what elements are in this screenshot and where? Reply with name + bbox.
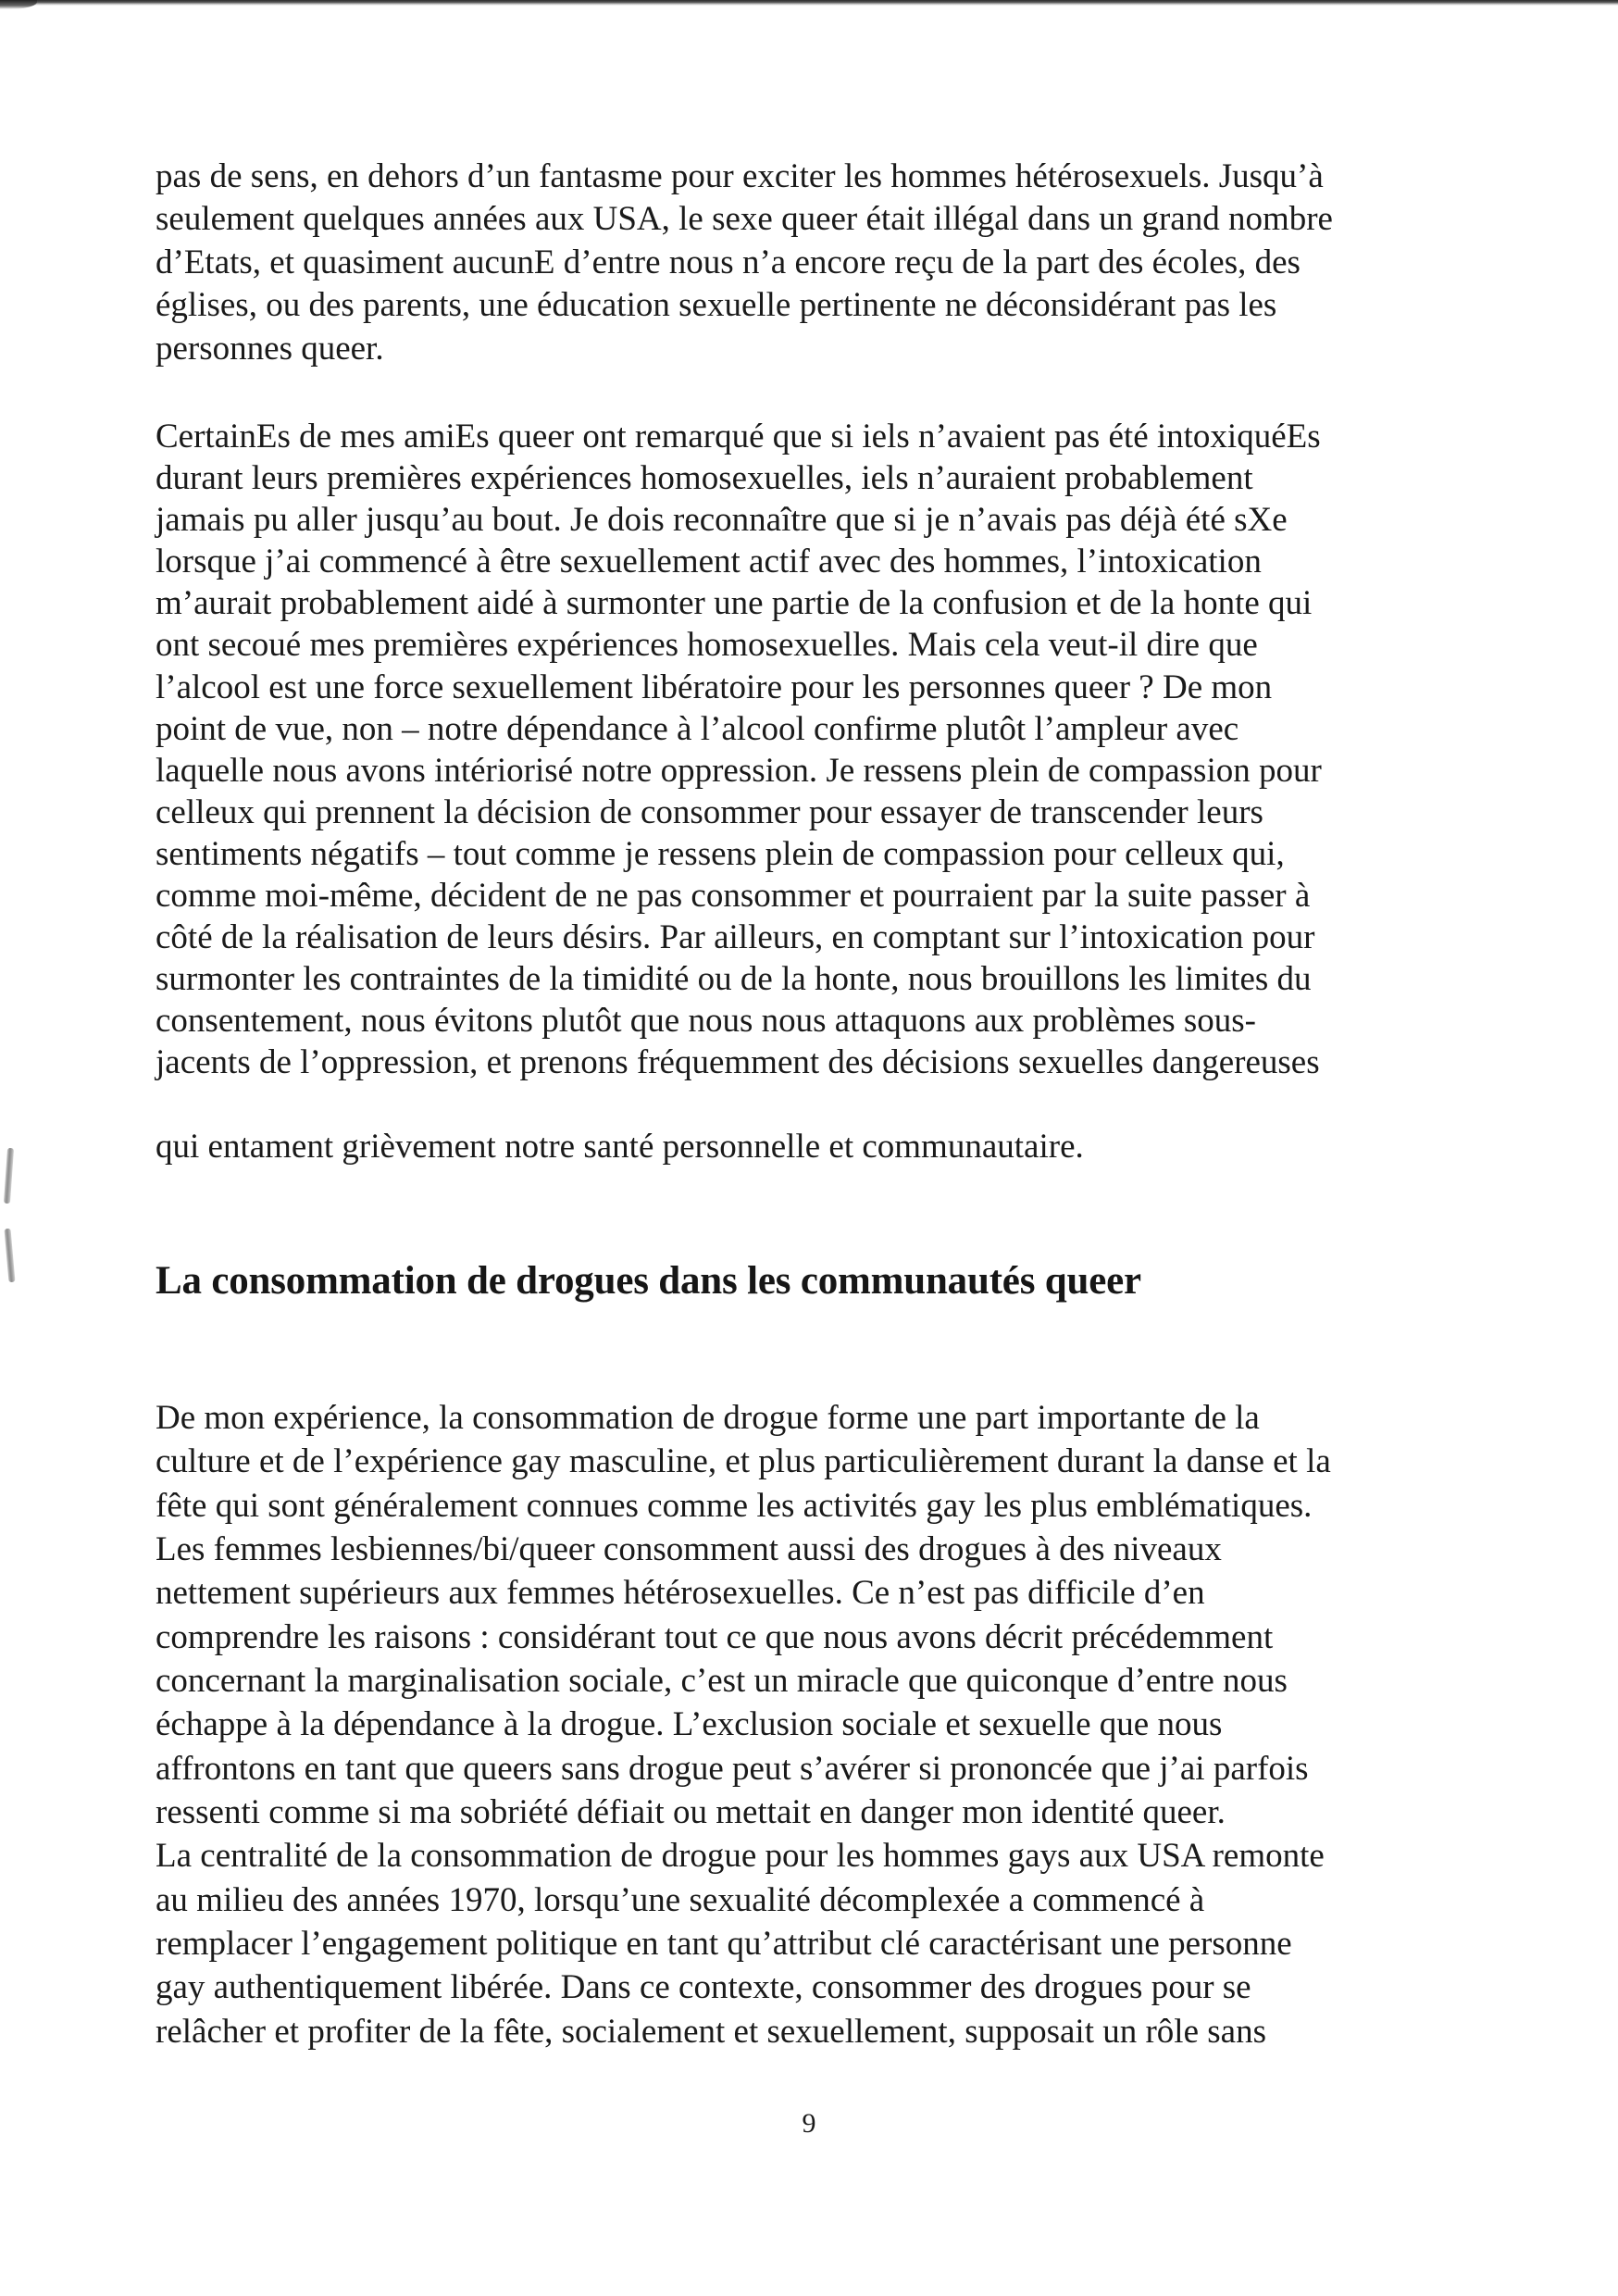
text-line: nettement supérieurs aux femmes hétérosexuelles. Ce n’est pas difficile d’en <box>156 1574 1205 1612</box>
text-line: CertainEs de mes amiEs queer ont remarqué que si iels n’avaient pas été intoxiquéEs <box>156 418 1321 455</box>
text-line: durant leurs premières expériences homosexuelles, iels n’auraient probablement <box>156 459 1253 497</box>
text-line: fête qui sont généralement connues comme les activités gay les plus emblématiques. <box>156 1487 1313 1525</box>
text-line: La centralité de la consommation de drogue pour les hommes gays aux USA remonte <box>156 1837 1325 1875</box>
text-line: comme moi-même, décident de ne pas consommer et pourraient par la suite passer à <box>156 877 1311 915</box>
page-number: 9 <box>802 2108 816 2139</box>
text-line: remplacer l’engagement politique en tant qu’attribut clé caractérisant une personne <box>156 1925 1292 1963</box>
text-line: ressenti comme si ma sobriété défiait ou mettait en danger mon identité queer. <box>156 1793 1226 1831</box>
text-line: jacents de l’oppression, et prenons fréquemment des décisions sexuelles dangereuses <box>156 1043 1320 1081</box>
text-line: jamais pu aller jusqu’au bout. Je dois reconnaître que si je n’avais pas déjà été sXe <box>156 501 1288 539</box>
text-line: ont secoué mes premières expériences homosexuelles. Mais cela veut-il dire que <box>156 626 1258 664</box>
text-line: culture et de l’expérience gay masculine, et plus particulièrement durant la danse et la <box>156 1442 1331 1480</box>
text-line: comprendre les raisons : considérant tout ce que nous avons décrit précédemment <box>156 1618 1274 1656</box>
text-line: l’alcool est une force sexuellement libératoire pour les personnes queer ? De mon <box>156 668 1273 706</box>
text-line: affrontons en tant que queers sans drogue peut s’avérer si prononcée que j’ai parfois <box>156 1750 1309 1788</box>
text-line: surmonter les contraintes de la timidité ou de la honte, nous brouillons les limites du <box>156 960 1312 998</box>
text-line: laquelle nous avons intériorisé notre oppression. Je ressens plein de compassion pour <box>156 752 1322 790</box>
text-line: point de vue, non – notre dépendance à l’alcool confirme plutôt l’ampleur avec <box>156 710 1239 748</box>
text-line: seulement quelques années aux USA, le sexe queer était illégal dans un grand nombre <box>156 200 1333 238</box>
text-line: échappe à la dépendance à la drogue. L’exclusion sociale et sexuelle que nous <box>156 1705 1223 1743</box>
text-line: lorsque j’ai commencé à être sexuellement actif avec des hommes, l’intoxication <box>156 543 1262 580</box>
text-line: d’Etats, et quasiment aucunE d’entre nous n’a encore reçu de la part des écoles, des <box>156 243 1301 281</box>
text-line: concernant la marginalisation sociale, c’est un miracle que quiconque d’entre nous <box>156 1662 1288 1700</box>
text-line: églises, ou des parents, une éducation sexuelle pertinente ne déconsidérant pas les <box>156 286 1277 324</box>
text-line: pas de sens, en dehors d’un fantasme pour exciter les hommes hétérosexuels. Jusqu’à <box>156 157 1324 195</box>
text-line: Les femmes lesbiennes/bi/queer consomment aussi des drogues à des niveaux <box>156 1530 1222 1568</box>
text-line: personnes queer. <box>156 330 384 368</box>
text-line: relâcher et profiter de la fête, socialement et sexuellement, supposait un rôle sans <box>156 2013 1266 2051</box>
text-line: côté de la réalisation de leurs désirs. Par ailleurs, en comptant sur l’intoxication pour <box>156 918 1315 956</box>
text-line: gay authentiquement libérée. Dans ce contexte, consommer des drogues pour se <box>156 1968 1251 2006</box>
text-line: De mon expérience, la consommation de drogue forme une part importante de la <box>156 1399 1260 1437</box>
text-line: celleux qui prennent la décision de consommer pour essayer de transcender leurs <box>156 793 1263 831</box>
text-line: m’aurait probablement aidé à surmonter une partie de la confusion et de la honte qui <box>156 584 1313 622</box>
text-line: sentiments négatifs – tout comme je ressens plein de compassion pour celleux qui, <box>156 835 1285 873</box>
section-heading: La consommation de drogues dans les communautés queer <box>156 1259 1141 1303</box>
text-line: qui entament grièvement notre santé personnelle et communautaire. <box>156 1128 1084 1166</box>
text-line: au milieu des années 1970, lorsqu’une sexualité décomplexée a commencé à <box>156 1881 1205 1919</box>
text-line: consentement, nous évitons plutôt que nous nous attaquons aux problèmes sous- <box>156 1002 1256 1040</box>
